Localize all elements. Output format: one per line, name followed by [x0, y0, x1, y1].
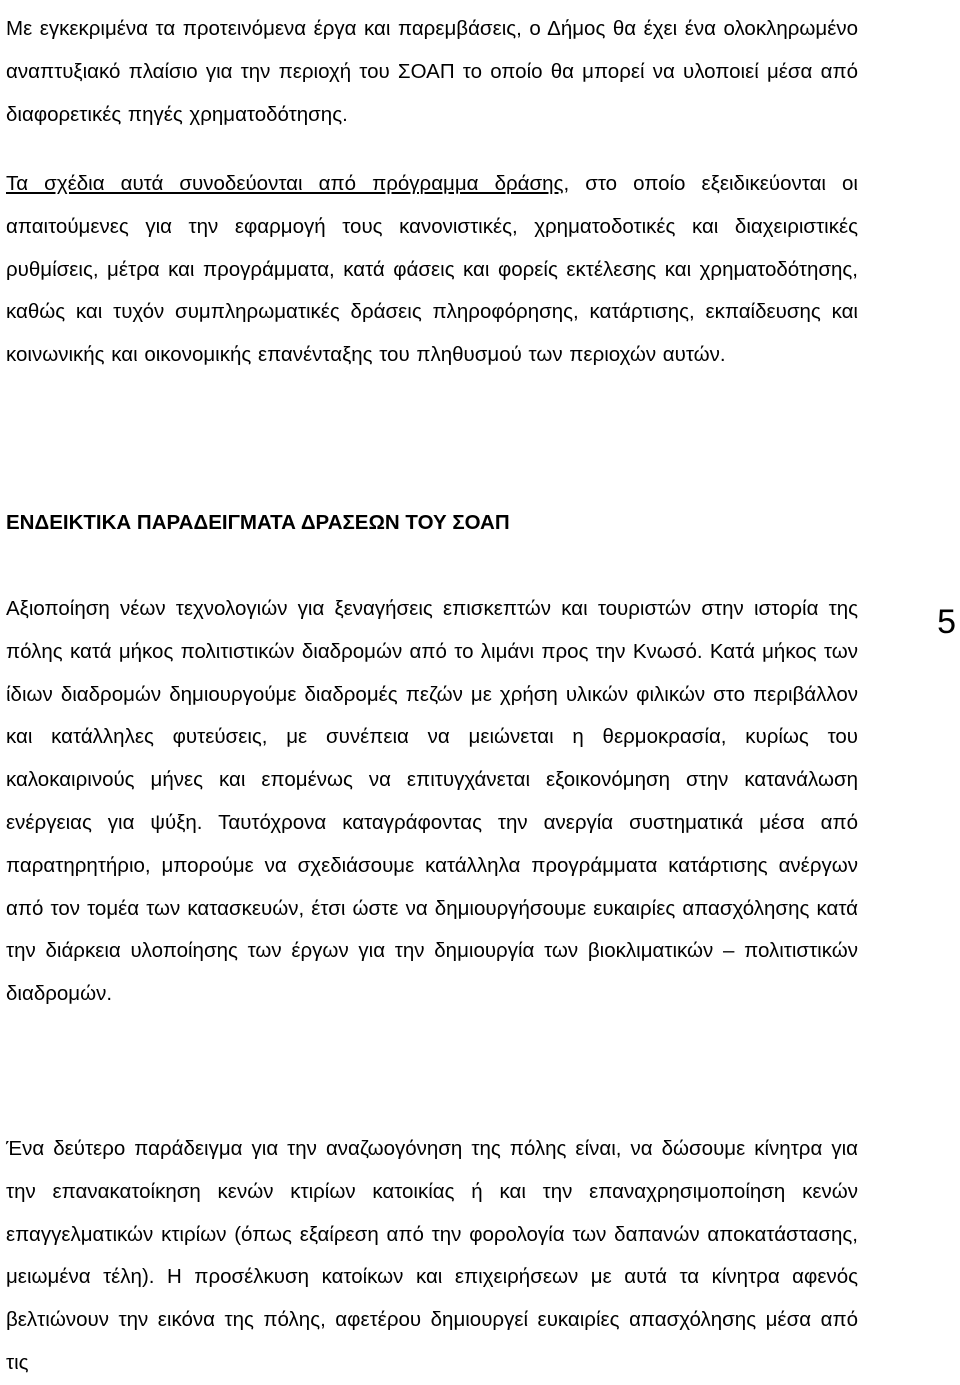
paragraph-example-two: Ένα δεύτερο παράδειγμα για την αναζωογόνηση της πόλης είναι, να δώσουμε κίνητρα για την επανακατοίκηση κενών κτιρίων κατοικίας ή και την επαναχρησιμοποίηση κενών επαγγελματικών κτιρίων (όπως εξαίρεση από την φορολογία των δαπανών αποκατάστασης, μειωμένα τέλη). Η προσέλκυση κατοίκων και επιχειρήσεων με αυτά τα κίνητρα αφενός βελτιώνουν την εικόνα της πόλης, αφετέρου δημιουργεί ευκαιρίες απασχόλησης μέσα από τις: [6, 1137, 858, 1374]
paragraph-example-one: Αξιοποίηση νέων τεχνολογιών για ξεναγήσεις επισκεπτών και τουριστών στην ιστορία της πόλης κατά μήκος πολιτιστικών διαδρομών από το λιμάνι προς την Κνωσό. Κατά μήκος των ίδιων διαδρομών δημιουργούμε διαδρομές πεζών με χρήση υλικών φιλικών στο περιβάλλον και κατάλληλες φυτεύσεις, με συνέπεια να μειώνεται η θερμοκρασία, κυρίως του καλοκαιρινούς μήνες και επομένως να επιτυγχάνεται εξοικονόμηση στην κατανάλωση ενέργειας για ψύξη. Ταυτόχρονα καταγράφοντας την ανεργία συστηματικά μέσα από παρατηρητήριο, μπορούμε να σχεδιάσουμε κατάλληλα προγράμματα κατάρτισης ανέργων από τον τομέα των κατασκευών, έτσι ώστε να δημιουργήσουμε ευκαιρίες απασχόλησης κατά την διάρκεια υλοποίησης των έργων για την δημιουργία των βιοκλιματικών – πολιτιστικών διαδρομών.: [6, 597, 858, 1006]
paragraph-action-program: [6, 163, 858, 377]
underlined-phrase: Τα σχέδια αυτά συνοδεύονται από πρόγραμμα δράσης: [6, 172, 564, 195]
paragraph-intro: Με εγκεκριμένα τα προτεινόμενα έργα και παρεμβάσεις, ο Δήμος θα έχει ένα ολοκληρωμένο αναπτυξιακό πλαίσιο για την περιοχή του ΣΟΑΠ το οποίο θα μπορεί να υλοποιεί μέσα από διαφορετικές πηγές χρηματοδότησης.: [6, 17, 858, 126]
page-number: 5: [937, 603, 956, 641]
section-heading: ΕΝΔΕΙΚΤΙΚΑ ΠΑΡΑΔΕΙΓΜΑΤΑ ΔΡΑΣΕΩΝ ΤΟΥ ΣΟΑΠ: [6, 511, 510, 534]
paragraph-action-program-rest: , στο οποίο εξειδικεύονται οι απαιτούμενες για την εφαρμογή τους κανονιστικές, χρηματοδοτικές και διαχειριστικές ρυθμίσεις, μέτρα και προγράμματα, κατά φάσεις και φορείς εκτέλεσης και χρηματοδότησης, καθώς και τυχόν συμπληρωματικές δράσεις πληροφόρησης, κατάρτισης, εκπαίδευσης και κοινωνικής και οικονομικής επανένταξης του πληθυσμού των περιοχών αυτών.: [6, 172, 858, 367]
